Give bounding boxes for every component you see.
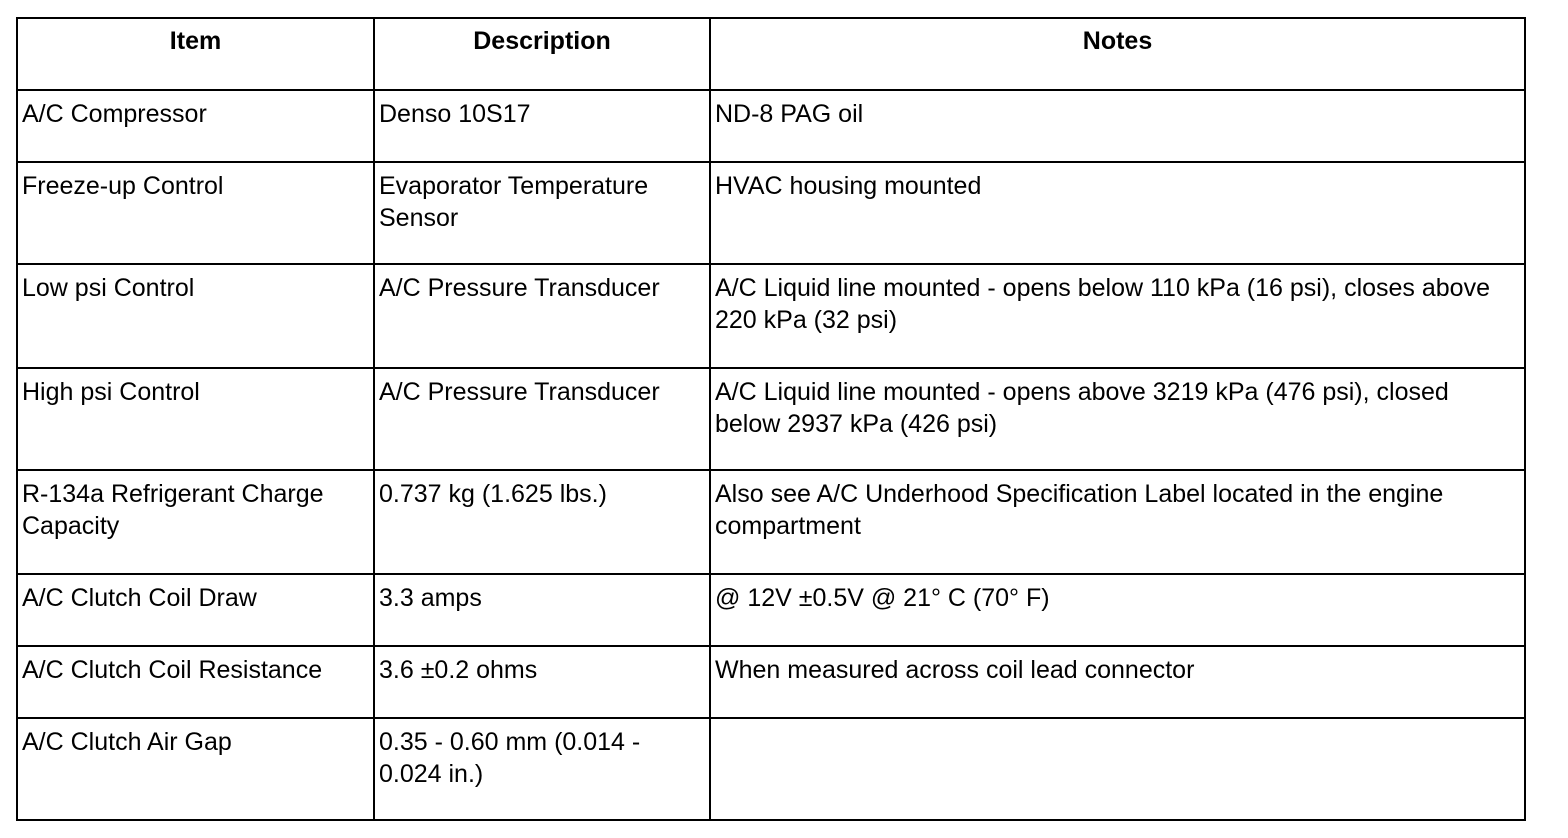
notes-cell: Also see A/C Underhood Specification Label located in the engine compartment [710,470,1525,574]
notes-cell: A/C Liquid line mounted - opens below 110 kPa (16 psi), closes above 220 kPa (32 psi) [710,264,1525,368]
table-row [17,264,1525,368]
notes-cell: When measured across coil lead connector [710,646,1525,718]
notes-cell: ND-8 PAG oil [710,90,1525,162]
table-row [17,646,1525,718]
header-row [17,18,1525,90]
table-row [17,718,1525,820]
item-cell: A/C Compressor [17,90,374,162]
table-row [17,574,1525,646]
notes-cell: HVAC housing mounted [710,162,1525,264]
column-header-notes: Notes [710,18,1525,90]
item-cell: A/C Clutch Coil Resistance [17,646,374,718]
item-cell: Freeze-up Control [17,162,374,264]
column-header-description: Description [374,18,710,90]
description-cell: 3.3 amps [374,574,710,646]
description-cell: Evaporator Temperature Sensor [374,162,710,264]
item-cell: High psi Control [17,368,374,470]
table-row [17,90,1525,162]
column-header-item: Item [17,18,374,90]
item-cell: Low psi Control [17,264,374,368]
description-cell: 0.35 - 0.60 mm (0.014 - 0.024 in.) [374,718,710,820]
table-row [17,470,1525,574]
spec-table [16,17,1526,821]
description-cell: A/C Pressure Transducer [374,368,710,470]
description-cell: Denso 10S17 [374,90,710,162]
item-cell: R-134a Refrigerant Charge Capacity [17,470,374,574]
notes-cell [710,718,1525,820]
description-cell: 0.737 kg (1.625 lbs.) [374,470,710,574]
notes-cell: A/C Liquid line mounted - opens above 3219 kPa (476 psi), closed below 2937 kPa (426 psi) [710,368,1525,470]
table-row [17,162,1525,264]
description-cell: 3.6 ±0.2 ohms [374,646,710,718]
table-row [17,368,1525,470]
notes-cell: @ 12V ±0.5V @ 21° C (70° F) [710,574,1525,646]
description-cell: A/C Pressure Transducer [374,264,710,368]
item-cell: A/C Clutch Air Gap [17,718,374,820]
item-cell: A/C Clutch Coil Draw [17,574,374,646]
